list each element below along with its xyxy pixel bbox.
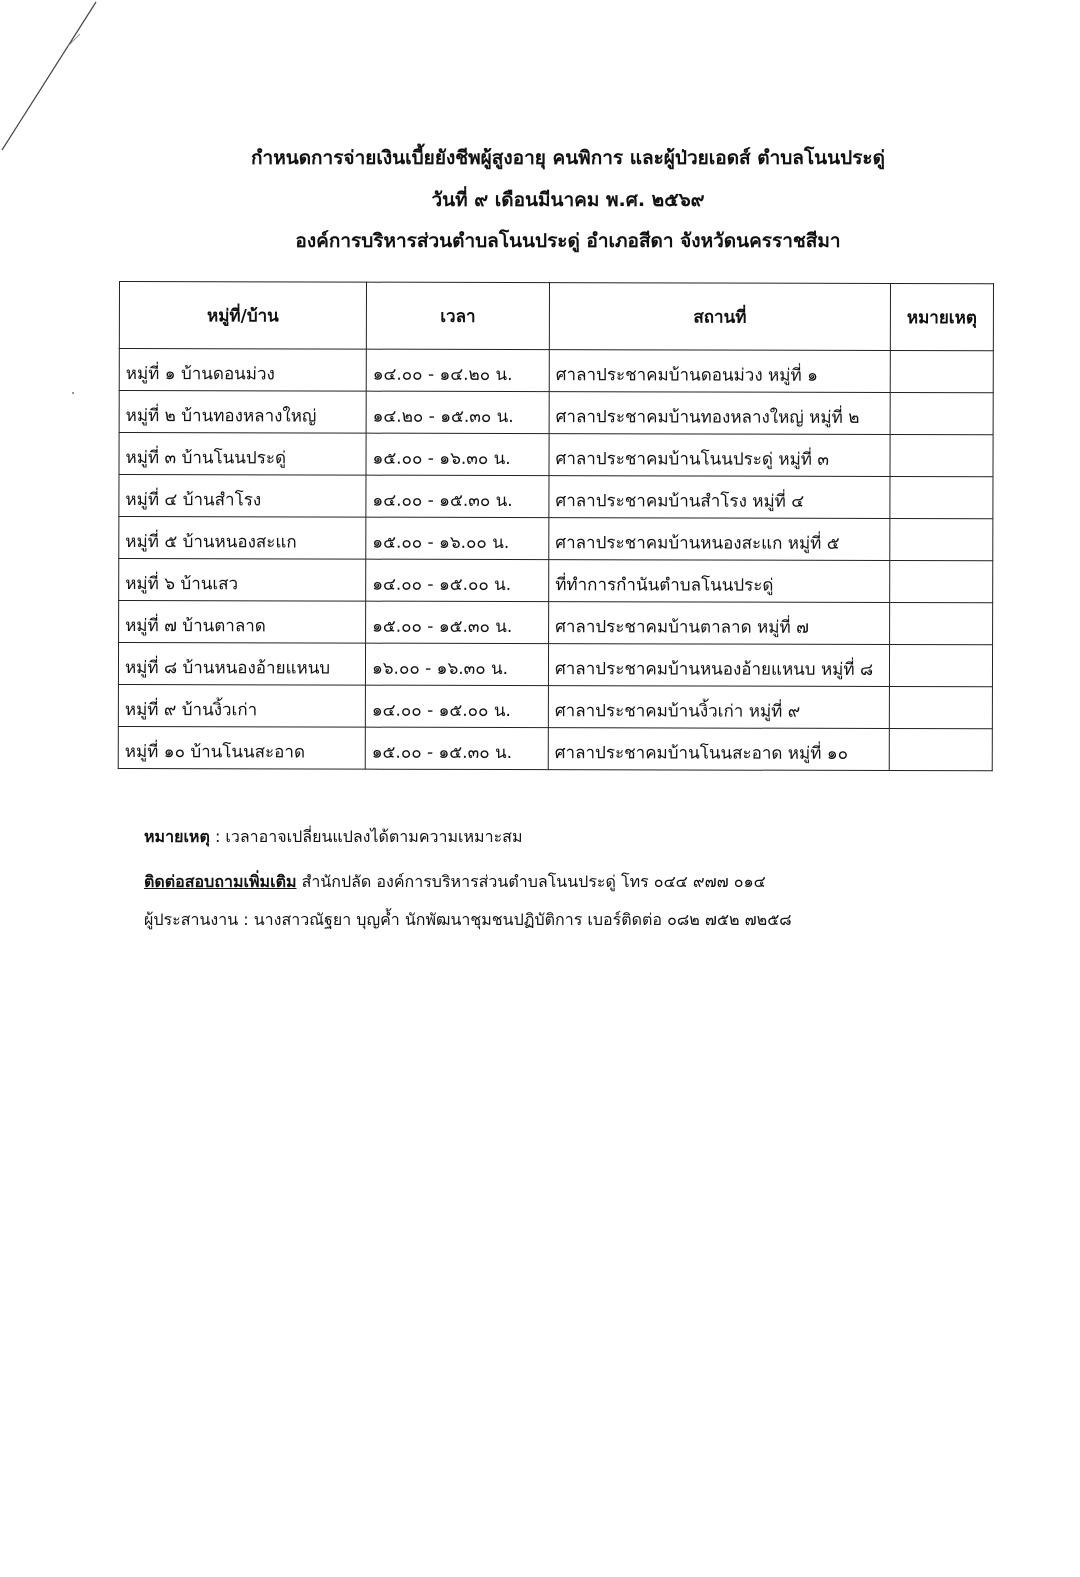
document-title: กำหนดการจ่ายเงินเบี้ยยังชีพผู้สูงอายุ คนพิการ และผู้ป่วยเอดส์ ตำบลโนนประดู่ bbox=[251, 147, 885, 169]
footer-coordinator: ผู้ประสานงาน : นางสาวณัฐยา บุญค้ำ นักพัฒนาชุมชนปฏิบัติการ เบอร์ติดต่อ ๐๘๒ ๗๕๒ ๗๒๕๘ bbox=[144, 910, 792, 929]
cell-village: หมู่ที่ ๔ บ้านสำโรง bbox=[119, 475, 366, 518]
cell-time: ๑๕.๐๐ - ๑๕.๓๐ น. bbox=[366, 601, 549, 643]
cell-village: หมู่ที่ ๙ บ้านงิ้วเก่า bbox=[118, 684, 365, 727]
scan-artifact-line bbox=[0, 0, 110, 160]
cell-time: ๑๔.๐๐ - ๑๕.๐๐ น. bbox=[366, 559, 549, 601]
cell-time: ๑๔.๐๐ - ๑๕.๐๐ น. bbox=[365, 685, 548, 727]
scan-speck bbox=[72, 392, 74, 394]
cell-place: ศาลาประชาคมบ้านสำโรง หมู่ที่ ๔ bbox=[549, 476, 890, 519]
header-time: เวลา bbox=[366, 282, 549, 349]
cell-note bbox=[890, 435, 993, 477]
table-row bbox=[119, 433, 993, 477]
cell-village: หมู่ที่ ๗ บ้านตาลาด bbox=[119, 601, 366, 644]
cell-place: ศาลาประชาคมบ้านหนองสะแก หมู่ที่ ๕ bbox=[549, 518, 890, 561]
cell-note bbox=[889, 687, 992, 729]
table-row bbox=[119, 391, 993, 435]
cell-note bbox=[890, 519, 993, 561]
cell-note bbox=[890, 351, 993, 393]
cell-place: ศาลาประชาคมบ้านดอนม่วง หมู่ที่ ๑ bbox=[549, 350, 890, 393]
document-date: วันที่ ๙ เดือนมีนาคม พ.ศ. ๒๕๖๙ bbox=[431, 189, 705, 211]
cell-place: ศาลาประชาคมบ้านโนนประดู่ หมู่ที่ ๓ bbox=[549, 434, 890, 477]
cell-village: หมู่ที่ ๑๐ บ้านโนนสะอาด bbox=[118, 726, 365, 769]
cell-village: หมู่ที่ ๕ บ้านหนองสะแก bbox=[119, 517, 366, 560]
document-organization: องค์การบริหารส่วนตำบลโนนประดู่ อำเภอสีดา จังหวัดนครราชสีมา bbox=[295, 230, 841, 252]
table-row bbox=[119, 601, 993, 645]
footer-note-text: : เวลาอาจเปลี่ยนแปลงได้ตามความเหมาะสม bbox=[209, 827, 523, 846]
cell-place: ศาลาประชาคมบ้านหนองอ้ายแหนบ หมู่ที่ ๘ bbox=[548, 644, 889, 687]
cell-village: หมู่ที่ ๑ บ้านดอนม่วง bbox=[119, 349, 366, 392]
table-row bbox=[119, 475, 993, 519]
cell-time: ๑๔.๐๐ - ๑๔.๒๐ น. bbox=[366, 349, 549, 391]
table-row bbox=[119, 517, 993, 561]
cell-village: หมู่ที่ ๖ บ้านเสว bbox=[119, 559, 366, 602]
cell-note bbox=[889, 645, 992, 687]
table-row bbox=[118, 643, 992, 687]
cell-note bbox=[890, 393, 993, 435]
cell-place: ศาลาประชาคมบ้านตาลาด หมู่ที่ ๗ bbox=[549, 602, 890, 645]
cell-place: ที่ทำการกำนันตำบลโนนประดู่ bbox=[549, 560, 890, 603]
schedule-table bbox=[118, 281, 994, 771]
table-row bbox=[119, 349, 993, 393]
footer-contact-text: สำนักปลัด องค์การบริหารส่วนตำบลโนนประดู่ โทร ๐๔๔ ๙๗๗ ๐๑๔ bbox=[296, 872, 766, 891]
header-village: หมู่ที่/บ้าน bbox=[119, 282, 366, 350]
cell-village: หมู่ที่ ๒ บ้านทองหลางใหญ่ bbox=[119, 391, 366, 434]
cell-note bbox=[889, 729, 992, 771]
cell-place: ศาลาประชาคมบ้านทองหลางใหญ่ หมู่ที่ ๒ bbox=[549, 392, 890, 435]
table-row bbox=[118, 684, 992, 728]
cell-time: ๑๖.๐๐ - ๑๖.๓๐ น. bbox=[365, 643, 548, 685]
header-place: สถานที่ bbox=[549, 283, 890, 351]
footer-contact bbox=[144, 871, 766, 893]
footer-note-label: หมายเหตุ bbox=[144, 827, 210, 846]
cell-time: ๑๔.๒๐ - ๑๕.๓๐ น. bbox=[366, 391, 549, 433]
cell-note bbox=[890, 561, 993, 603]
cell-time: ๑๔.๐๐ - ๑๕.๓๐ น. bbox=[366, 475, 549, 517]
cell-time: ๑๕.๐๐ - ๑๖.๐๐ น. bbox=[366, 517, 549, 559]
table-header-row bbox=[119, 282, 993, 351]
footer-contact-label: ติดต่อสอบถามเพิ่มเติม bbox=[144, 872, 297, 891]
table-row bbox=[119, 559, 993, 603]
cell-time: ๑๕.๐๐ - ๑๕.๓๐ น. bbox=[365, 727, 548, 769]
cell-note bbox=[890, 603, 993, 645]
cell-time: ๑๕.๐๐ - ๑๖.๓๐ น. bbox=[366, 433, 549, 475]
footer-note bbox=[144, 826, 523, 848]
cell-village: หมู่ที่ ๘ บ้านหนองอ้ายแหนบ bbox=[118, 643, 365, 686]
table-row bbox=[118, 726, 992, 770]
cell-village: หมู่ที่ ๓ บ้านโนนประดู่ bbox=[119, 433, 366, 476]
cell-place: ศาลาประชาคมบ้านงิ้วเก่า หมู่ที่ ๙ bbox=[548, 686, 889, 729]
cell-place: ศาลาประชาคมบ้านโนนสะอาด หมู่ที่ ๑๐ bbox=[548, 728, 889, 771]
header-note: หมายเหตุ bbox=[890, 284, 993, 351]
cell-note bbox=[890, 477, 993, 519]
